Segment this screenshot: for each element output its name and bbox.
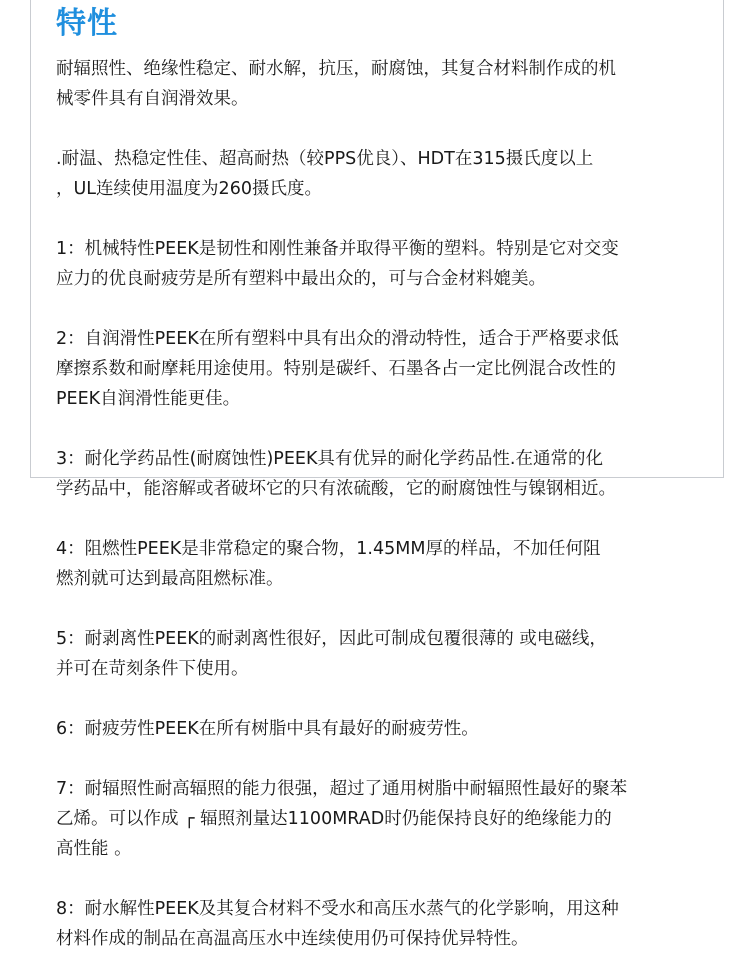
frame-border-right — [723, 0, 724, 478]
paragraph-hydrolysis-resistance: 8：耐水解性PEEK及其复合材料不受水和高压水蒸气的化学影响，用这种 材料作成的制品在高温高压水中连续使用仍可保持优异特性。 — [56, 899, 619, 949]
paragraph-temperature: .耐温、热稳定性佳、超高耐热（较PPS优良）、HDT在315摄氏度以上 ，UL连续使用温度为260摄氏度。 — [56, 149, 594, 199]
paragraph-self-lubrication: 2：自润滑性PEEK在所有塑料中具有出众的滑动特性，适合于严格要求低 摩擦系数和耐摩耗用途使用。特别是碳纤、石墨各占一定比例混合改性的 PEEK自润滑性能更佳。 — [56, 329, 619, 409]
paragraph-flame-retardancy: 4：阻燃性PEEK是非常稳定的聚合物，1.45MM厚的样品，不加任何阻 燃剂就可达到最高阻燃标准。 — [56, 539, 601, 589]
paragraph-intro: 耐辐照性、绝缘性稳定、耐水解，抗压，耐腐蚀，其复合材料制作成的机 械零件具有自润滑效果。 — [56, 59, 616, 109]
paragraph-mechanical: 1：机械特性PEEK是韧性和刚性兼备并取得平衡的塑料。特别是它对交变 应力的优良耐疲劳是所有塑料中最出众的，可与合金材料媲美。 — [56, 239, 619, 289]
document-body — [56, 0, 720, 954]
paragraph-radiation-resistance: 7：耐辐照性耐高辐照的能力很强，超过了通用树脂中耐辐照性最好的聚苯 乙烯。可以作成 ┌ 辐照剂量达1100MRAD时仍能保持良好的绝缘能力的 高性能 。 — [56, 779, 628, 859]
paragraph-fatigue-resistance: 6：耐疲劳性PEEK在所有树脂中具有最好的耐疲劳性。 — [56, 719, 479, 739]
section-heading: 特性 — [56, 6, 118, 41]
paragraph-peel-resistance: 5：耐剥离性PEEK的耐剥离性很好，因此可制成包覆很薄的 或电磁线， 并可在苛刻条件下使用。 — [56, 629, 607, 679]
frame-border-left — [30, 0, 31, 478]
paragraph-chemical-resistance: 3：耐化学药品性(耐腐蚀性)PEEK具有优异的耐化学药品性.在通常的化 学药品中，能溶解或者破坏它的只有浓硫酸，它的耐腐蚀性与镍钢相近。 — [56, 449, 616, 499]
